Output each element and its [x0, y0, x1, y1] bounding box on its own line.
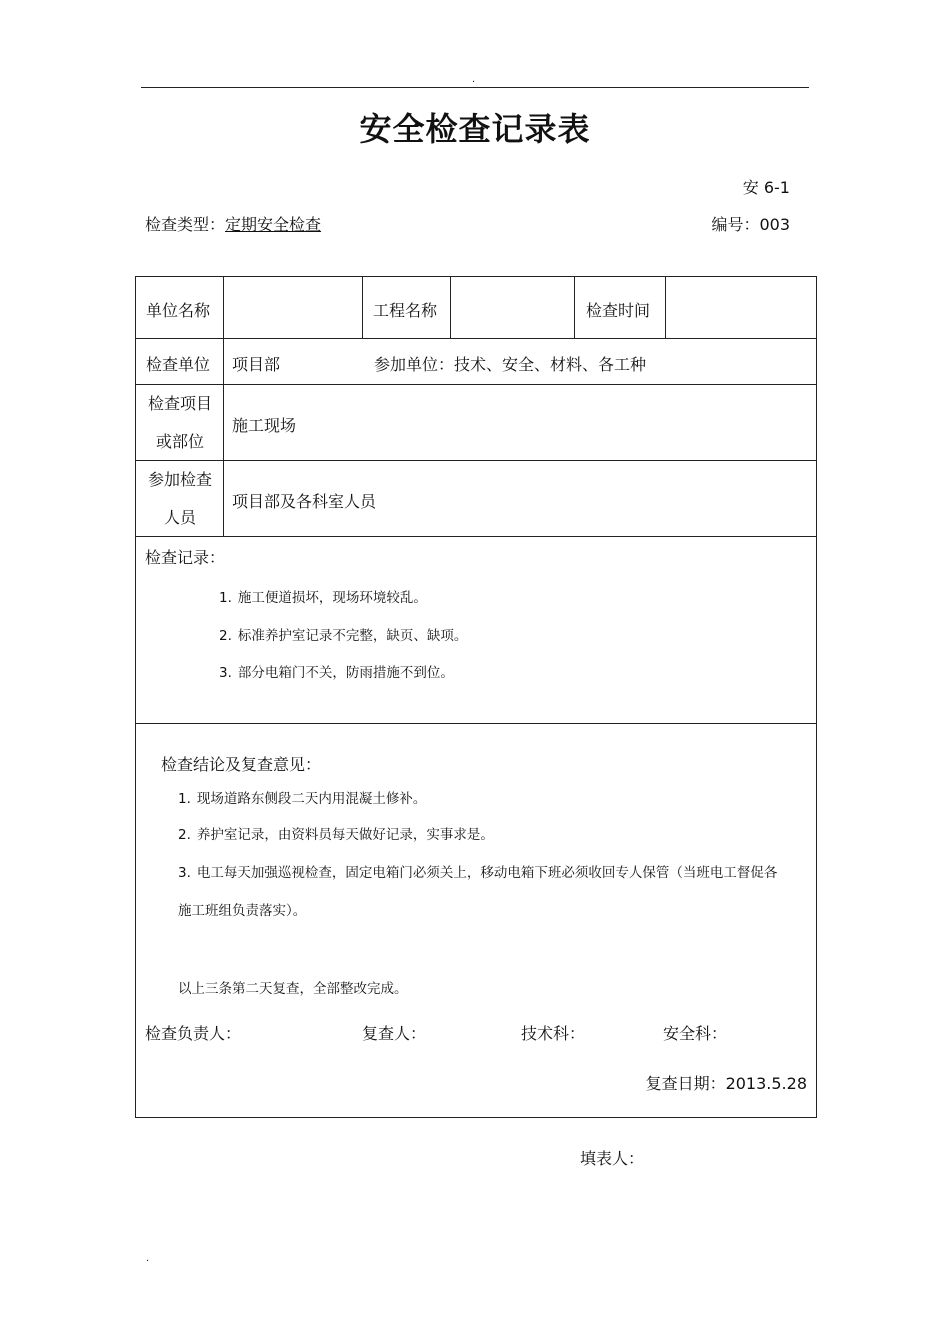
conclusion-item — [178, 823, 494, 843]
conclusion-item-continuation: 施工班组负责落实）。 — [178, 903, 307, 919]
form-number: 安 6-1 — [742, 178, 790, 197]
serial-value: 003 — [759, 215, 790, 234]
check-unit-value: 项目部 — [232, 355, 281, 374]
signer-chief: 检查负责人： — [145, 1024, 242, 1043]
page-mark-top: . — [472, 74, 476, 85]
participants-label — [136, 461, 224, 537]
check-item-label-line1: 检查项目 — [147, 394, 212, 413]
signer-reviewer: 复查人： — [362, 1024, 427, 1043]
record-item-text: 标准养护室记录不完整，缺页、缺项。 — [237, 628, 468, 644]
serial-label: 编号： — [711, 215, 760, 234]
table-rule — [450, 277, 451, 338]
conclusion-item — [178, 787, 426, 807]
record-item-number: 3. — [219, 665, 232, 681]
participating-units: 参加单位：技术、安全、材料、各工种 — [374, 355, 647, 374]
record-label: 检查记录： — [145, 548, 226, 567]
record-item — [219, 661, 454, 681]
header-rule — [141, 87, 809, 88]
conclusion-item-number: 1. — [178, 791, 191, 807]
record-item-text: 部分电箱门不关，防雨措施不到位。 — [237, 665, 454, 681]
check-time-label: 检查时间 — [586, 301, 651, 320]
inspection-type-value: 定期安全检查 — [225, 215, 322, 234]
check-item-label-line2: 或部位 — [155, 432, 204, 451]
conclusion-item-number: 2. — [178, 827, 191, 843]
inspection-type-label: 检查类型： — [145, 215, 226, 234]
page-mark-bottom: . — [146, 1253, 150, 1264]
conclusion-item — [178, 861, 777, 881]
table-rule — [136, 723, 816, 724]
serial-number — [711, 212, 790, 235]
conclusion-item-number: 3. — [178, 865, 191, 881]
record-item — [219, 624, 467, 644]
inspection-table — [135, 276, 817, 1118]
table-rule — [136, 384, 816, 385]
page-title: 安全检查记录表 — [359, 110, 591, 148]
table-rule — [362, 277, 363, 338]
table-rule — [136, 338, 816, 339]
record-item-number: 1. — [219, 590, 232, 606]
table-rule — [665, 277, 666, 338]
check-unit-label: 检查单位 — [146, 355, 211, 374]
table-rule — [136, 460, 816, 461]
participants-label-line1: 参加检查 — [147, 470, 212, 489]
signer-safety: 安全科： — [663, 1024, 728, 1043]
check-item-value: 施工现场 — [232, 416, 297, 435]
conclusion-item-text: 现场道路东侧段二天内用混凝土修补。 — [196, 791, 427, 807]
inspection-type — [145, 212, 321, 235]
record-item-text: 施工便道损坏，现场环境较乱。 — [237, 590, 427, 606]
conclusion-item-text: 电工每天加强巡视检查，固定电箱门必须关上，移动电箱下班必须收回专人保管（当班电工督促各 — [196, 865, 778, 881]
conclusion-summary: 以上三条第二天复查，全部整改完成。 — [178, 981, 408, 997]
signer-tech: 技术科： — [521, 1024, 586, 1043]
conclusion-item-text: 养护室记录，由资料员每天做好记录，实事求是。 — [196, 827, 494, 843]
record-item — [219, 586, 427, 606]
conclusion-label: 检查结论及复查意见： — [161, 755, 322, 774]
review-date: 复查日期：2013.5.28 — [645, 1074, 807, 1093]
participants-value: 项目部及各科室人员 — [232, 492, 377, 511]
check-item-label — [136, 385, 224, 461]
form-filler: 填表人： — [580, 1149, 645, 1168]
record-item-number: 2. — [219, 628, 232, 644]
unit-name-label: 单位名称 — [146, 301, 211, 320]
participants-label-line2: 人员 — [163, 508, 196, 527]
project-name-label: 工程名称 — [373, 301, 438, 320]
table-rule — [136, 536, 816, 537]
table-rule — [574, 277, 575, 338]
